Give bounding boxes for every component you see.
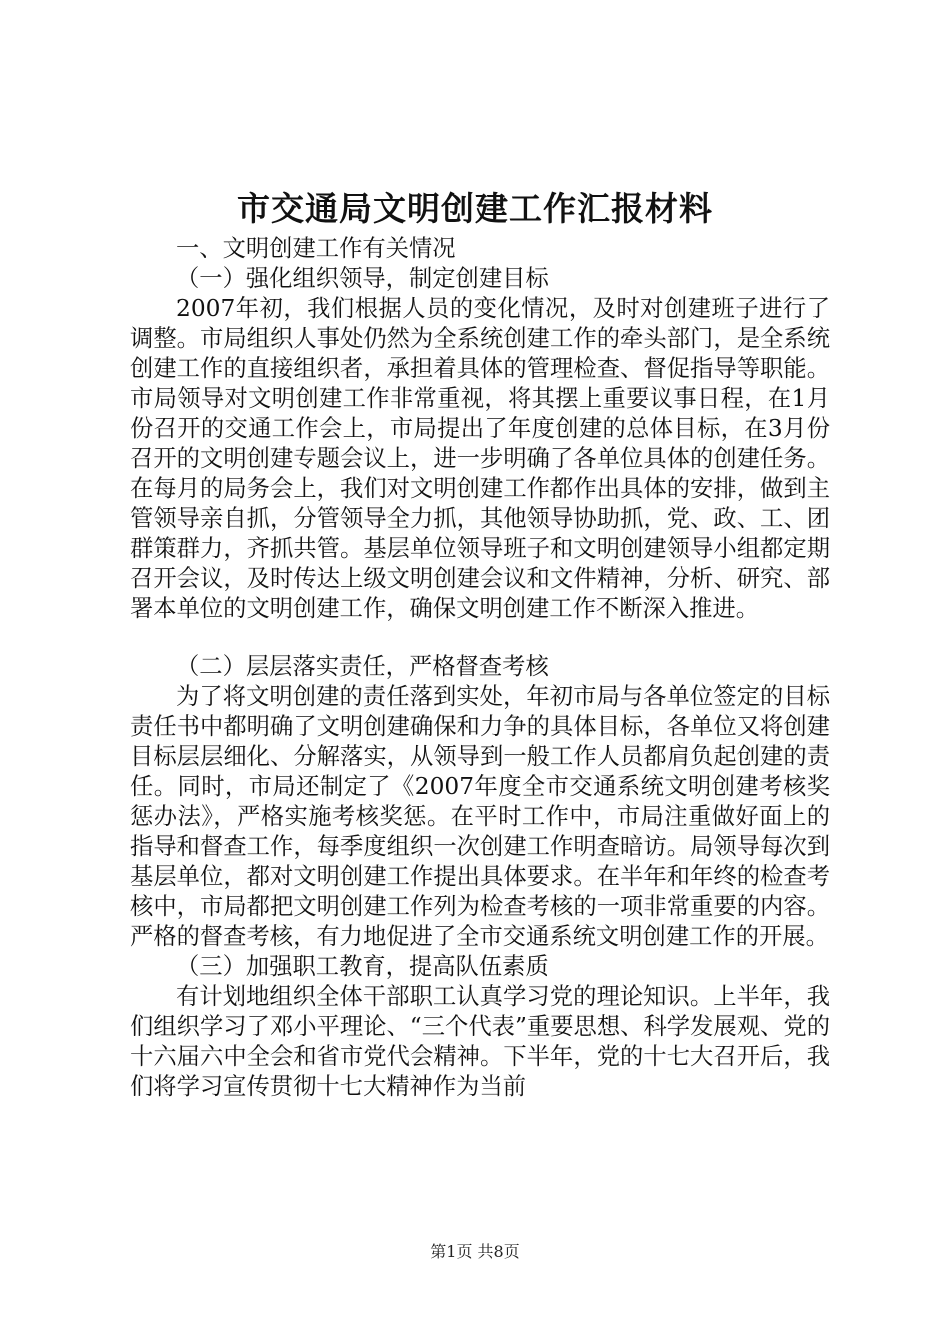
paragraph-3: 有计划地组织全体干部职工认真学习党的理论知识。上半年，我们组织学习了邓小平理论、“三个代表”重要思想、科学发展观、党的十六届六中全会和省市党代会精神。下半年，党的十七大召开后，我们将学习宣传贯彻十七大精神作为当前 (130, 983, 830, 1100)
subsection-heading-2: （二）层层落实责任，严格督查考核 (176, 653, 549, 680)
document-title: 市交通局文明创建工作汇报材料 (237, 189, 713, 228)
document-body (130, 234, 830, 1102)
subsection-heading-3: （三）加强职工教育，提高队伍素质 (176, 953, 549, 980)
subsection-heading-1: （一）强化组织领导，制定创建目标 (176, 265, 549, 292)
paragraph-2: 为了将文明创建的责任落到实处，年初市局与各单位签定的目标责任书中都明确了文明创建确保和力争的具体目标，各单位又将创建目标层层细化、分解落实，从领导到一般工作人员都肩负起创建的责任。同时，市局还制定了《2007年度全市交通系统文明创建考核奖惩办法》，严格实施考核奖惩。在平时工作中，市局注重做好面上的指导和督查工作，每季度组织一次创建工作明查暗访。局领导每次到基层单位，都对文明创建工作提出具体要求。在半年和年终的检查考核中，市局都把文明创建工作列为检查考核的一项非常重要的内容。严格的督查考核，有力地促进了全市交通系统文明创建工作的开展。 (130, 683, 830, 950)
paragraph-spacer (130, 624, 830, 652)
paragraph-1: 2007年初，我们根据人员的变化情况，及时对创建班子进行了调整。市局组织人事处仍然为全系统创建工作的牵头部门，是全系统创建工作的直接组织者，承担着具体的管理检查、督促指导等职能。市局领导对文明创建工作非常重视，将其摆上重要议事日程，在1月份召开的交通工作会上，市局提出了年度创建的总体目标，在3月份召开的文明创建专题会议上，进一步明确了各单位具体的创建任务。在每月的局务会上，我们对文明创建工作都作出具体的安排，做到主管领导亲自抓，分管领导全力抓，其他领导协助抓，党、政、工、团群策群力，齐抓共管。基层单位领导班子和文明创建领导小组都定期召开会议，及时传达上级文明创建会议和文件精神，分析、研究、部署本单位的文明创建工作，确保文明创建工作不断深入推进。 (130, 295, 830, 622)
section-heading-1: 一、文明创建工作有关情况 (176, 235, 456, 262)
page-footer: 第1页 共8页 (430, 1242, 520, 1261)
